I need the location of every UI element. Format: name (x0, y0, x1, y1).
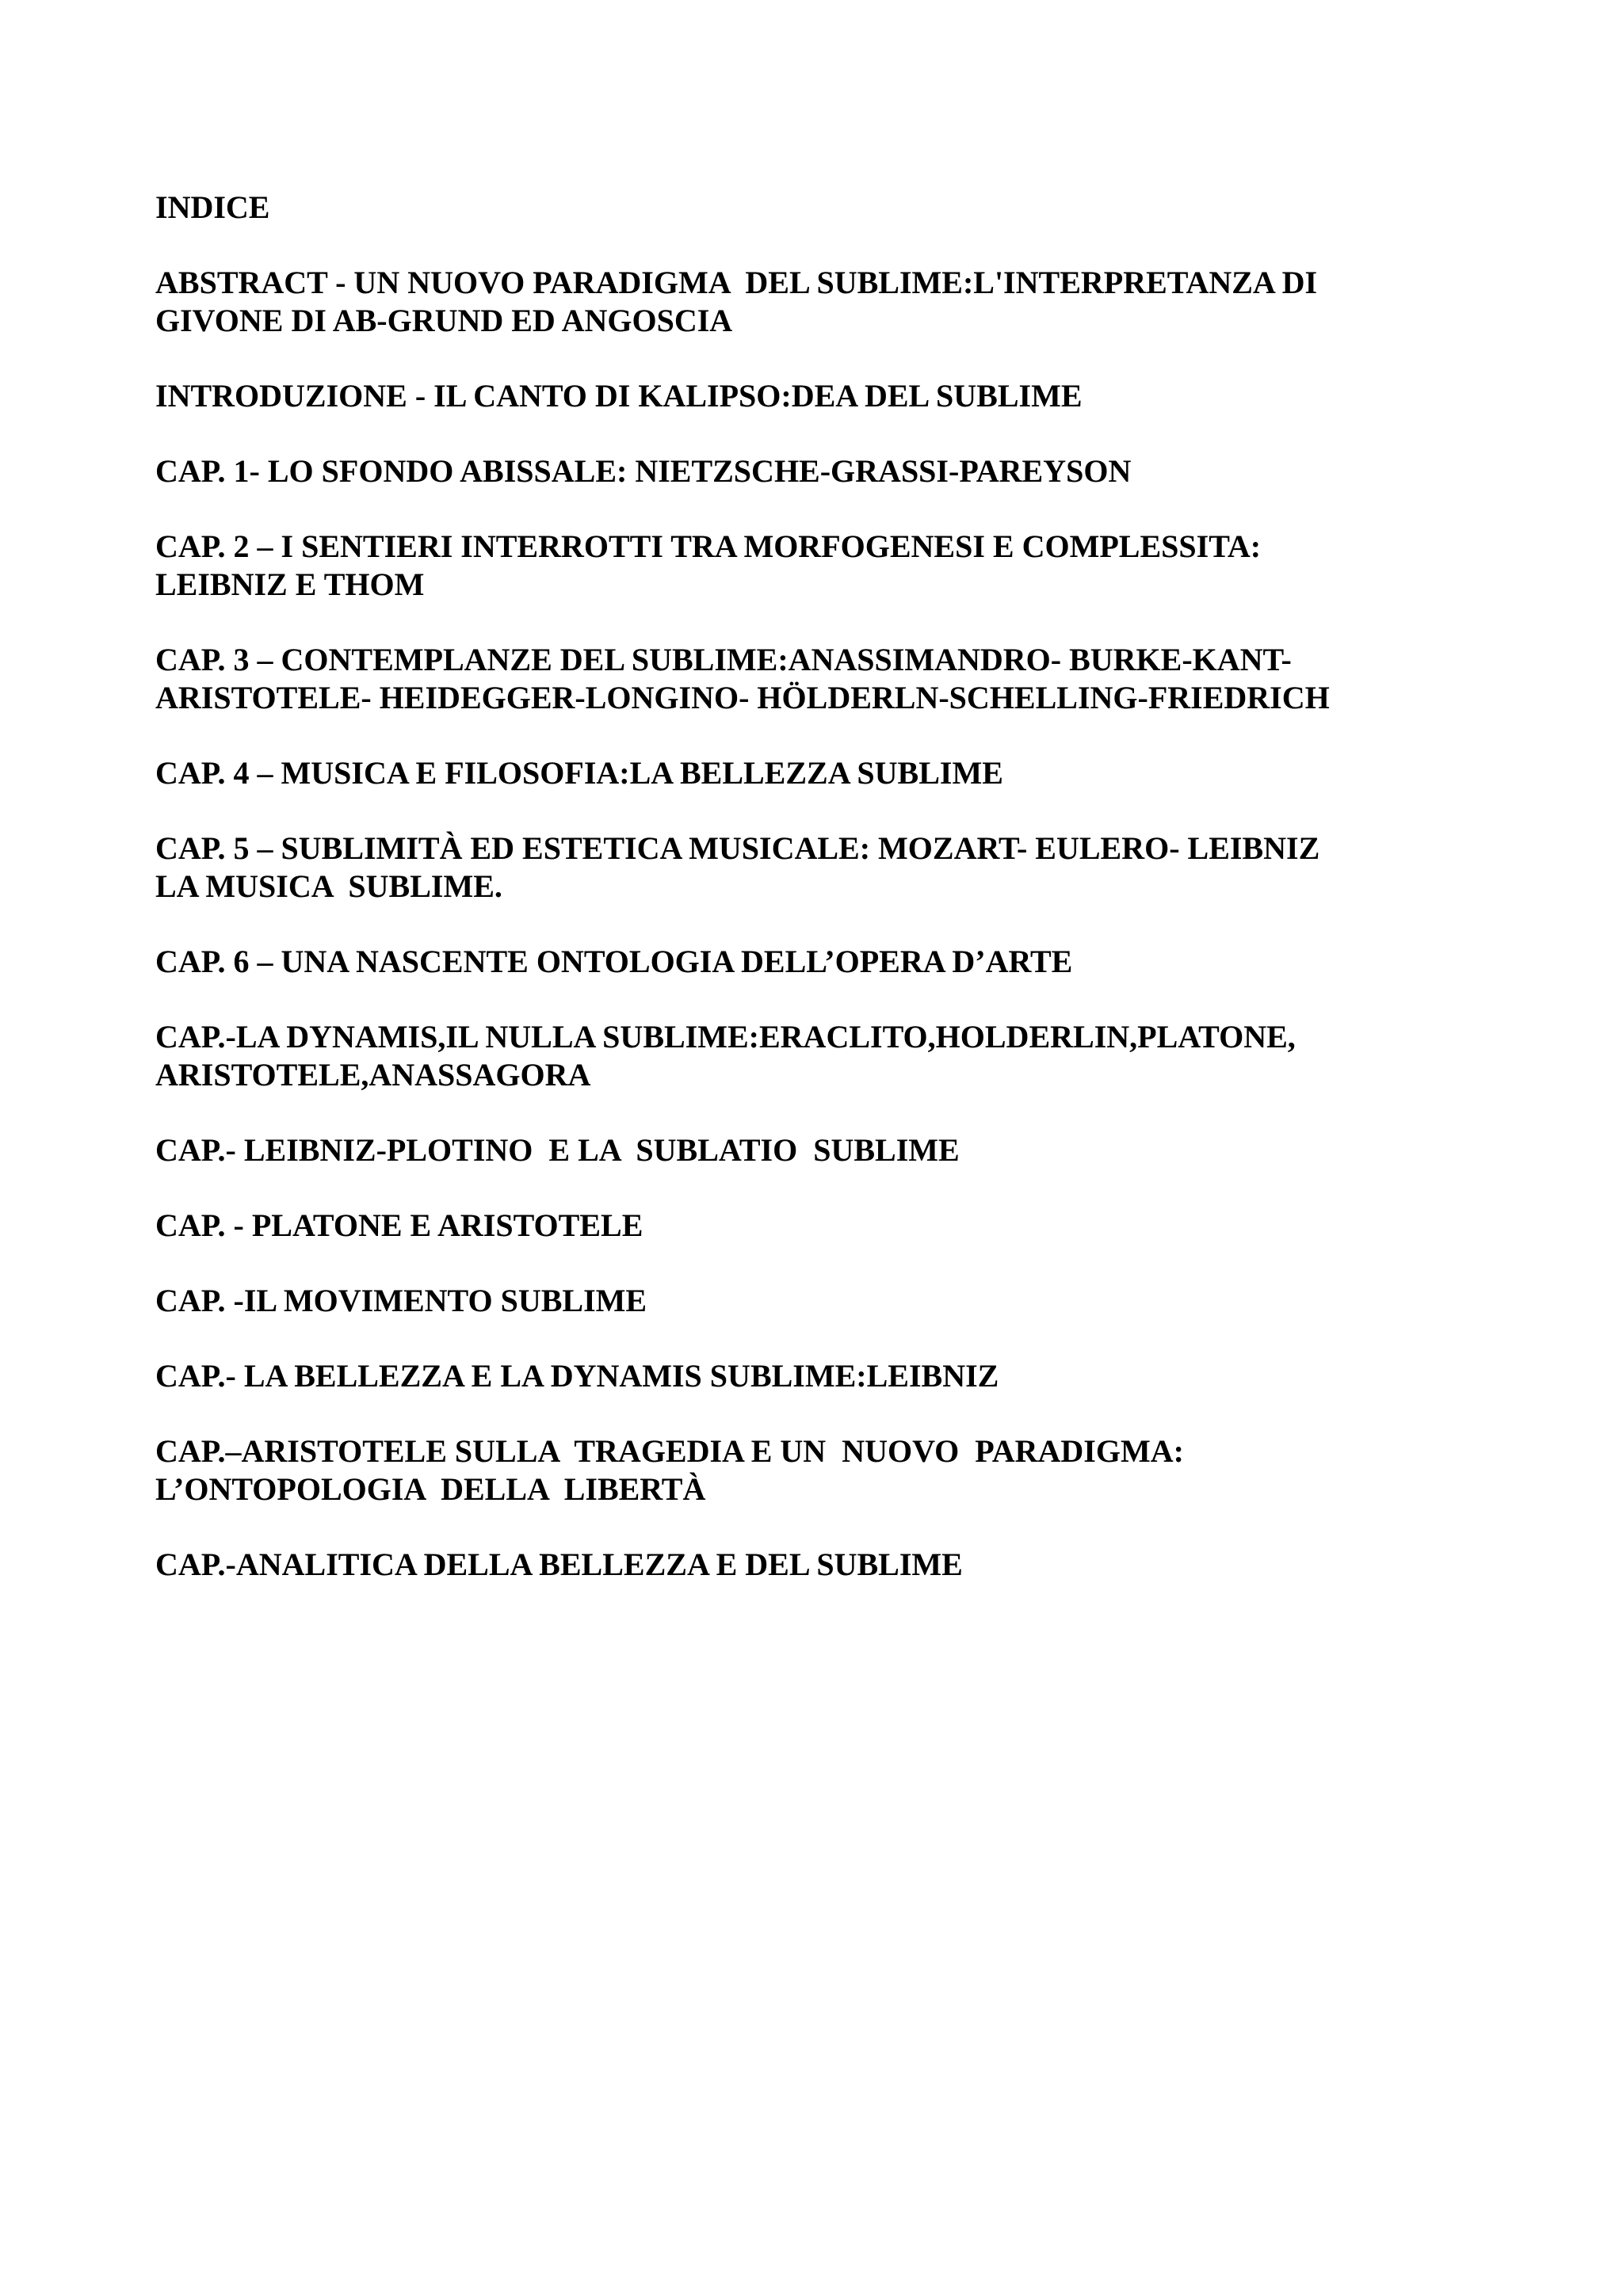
toc-entry-line: GIVONE DI AB-GRUND ED ANGOSCIA (155, 303, 733, 338)
toc-entry-line: CAP.-LA DYNAMIS,IL NULLA SUBLIME:ERACLITO,HOLDERLIN,PLATONE, (155, 1019, 1296, 1055)
toc-entry-line: CAP. -IL MOVIMENTO SUBLIME (155, 1283, 647, 1318)
toc-entry (155, 1432, 1487, 1508)
table-of-contents (155, 189, 1487, 1621)
toc-entry-line: INTRODUZIONE - IL CANTO DI KALIPSO:DEA DEL SUBLIME (155, 378, 1083, 414)
toc-entry-line: CAP. 6 – UNA NASCENTE ONTOLOGIA DELL’OPERA D’ARTE (155, 944, 1073, 979)
toc-entry-line: LA MUSICA SUBLIME. (155, 868, 502, 904)
toc-entry-line: CAP.–ARISTOTELE SULLA TRAGEDIA E UN NUOVO PARADIGMA: (155, 1433, 1184, 1469)
toc-entry-line: CAP. 3 – CONTEMPLANZE DEL SUBLIME:ANASSIMANDRO- BURKE-KANT- (155, 642, 1292, 677)
toc-entry-line: CAP. 5 – SUBLIMITÀ ED ESTETICA MUSICALE: MOZART- EULERO- LEIBNIZ (155, 830, 1320, 866)
toc-entry (155, 452, 1487, 490)
toc-entry-line: ARISTOTELE- HEIDEGGER-LONGINO- HÖLDERLN-SCHELLING-FRIEDRICH (155, 680, 1330, 715)
toc-entry-line: ABSTRACT - UN NUOVO PARADIGMA DEL SUBLIME:L'INTERPRETANZA DI (155, 265, 1318, 300)
toc-entry-line: CAP.- LA BELLEZZA E LA DYNAMIS SUBLIME:LEIBNIZ (155, 1358, 999, 1394)
toc-entry-line: LEIBNIZ E THOM (155, 566, 425, 602)
toc-entry (155, 754, 1487, 792)
toc-entry-line: CAP. 4 – MUSICA E FILOSOFIA:LA BELLEZZA SUBLIME (155, 755, 1003, 791)
index-heading: INDICE (155, 189, 270, 225)
toc-entry-line: L’ONTOPOLOGIA DELLA LIBERTÀ (155, 1471, 706, 1507)
toc-entry-line: CAP. 1- LO SFONDO ABISSALE: NIETZSCHE-GRASSI-PAREYSON (155, 453, 1132, 489)
toc-list (155, 264, 1487, 1584)
toc-entry (155, 1018, 1487, 1094)
toc-entry (155, 264, 1487, 340)
toc-entry (155, 1282, 1487, 1320)
toc-entry (155, 1546, 1487, 1584)
toc-entry (155, 377, 1487, 415)
toc-entry (155, 830, 1487, 906)
toc-entry-line: ARISTOTELE,ANASSAGORA (155, 1057, 591, 1093)
toc-entry (155, 1207, 1487, 1245)
toc-entry (155, 1357, 1487, 1395)
toc-entry-line: CAP. - PLATONE E ARISTOTELE (155, 1207, 643, 1243)
toc-entry (155, 528, 1487, 604)
toc-entry-line: CAP.- LEIBNIZ-PLOTINO E LA SUBLATIO SUBLIME (155, 1132, 960, 1168)
toc-entry (155, 641, 1487, 717)
toc-entry-line: CAP. 2 – I SENTIERI INTERROTTI TRA MORFOGENESI E COMPLESSITA: (155, 528, 1262, 564)
toc-entry (155, 943, 1487, 981)
toc-entry-line: CAP.-ANALITICA DELLA BELLEZZA E DEL SUBLIME (155, 1547, 963, 1582)
toc-entry (155, 1131, 1487, 1169)
